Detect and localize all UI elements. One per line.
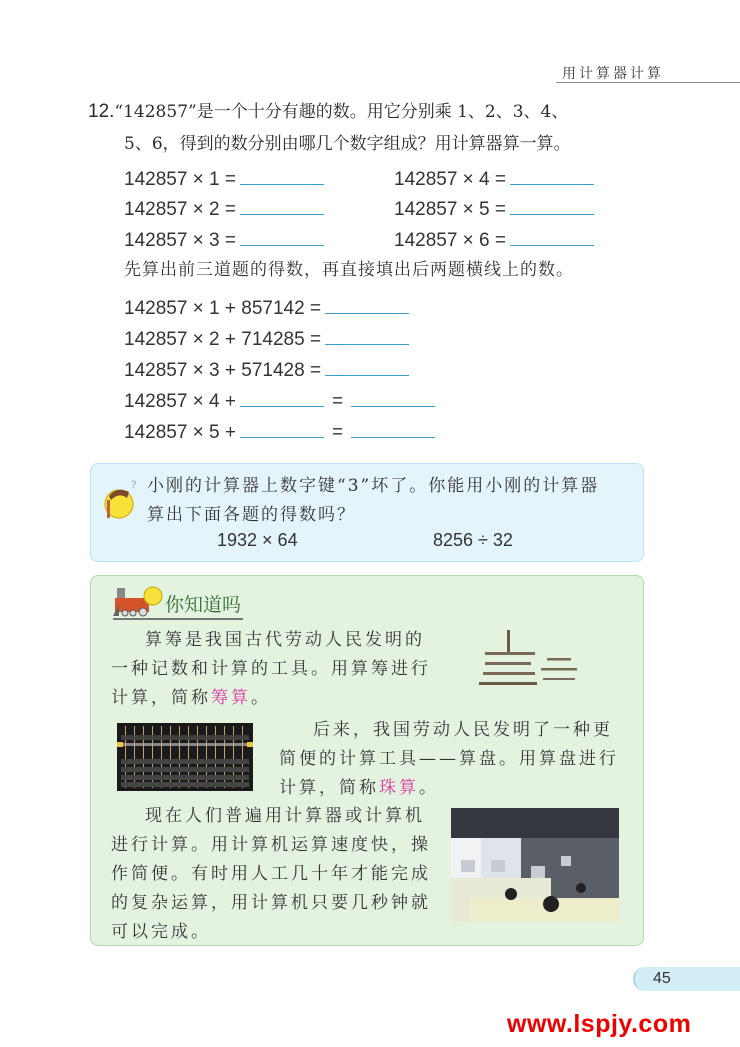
text-line: 后来，我国劳动人民发明了一种更: [313, 720, 613, 740]
equation-row: [124, 194, 324, 222]
text-punct: 。: [419, 778, 439, 798]
answer-blank[interactable]: [510, 164, 594, 185]
equation-text: 142857 × 3 + 571428 =: [124, 360, 322, 381]
question-number: 12.: [88, 101, 115, 122]
sum-row: [124, 355, 409, 383]
answer-blank[interactable]: [240, 194, 324, 215]
watermark: www.lspjy.com: [507, 1010, 692, 1038]
equation-row: [394, 225, 594, 253]
answer-blank[interactable]: [510, 194, 594, 215]
text-line: 一种记数和计算的工具。用算筹进行: [111, 659, 431, 679]
equation-text: 142857 × 2 + 714285 =: [124, 329, 322, 350]
addend-blank[interactable]: [240, 386, 324, 407]
equation-text: 142857 × 5 +: [124, 422, 236, 443]
sum-row: [124, 324, 409, 352]
tip-box: [90, 463, 644, 562]
paragraph-abacus: [279, 716, 629, 803]
paragraph-computers: [111, 802, 451, 947]
question-12: [88, 96, 658, 160]
chapter-title: 用计算器计算: [562, 66, 664, 82]
equation-row: [394, 164, 594, 192]
highlight-term: 珠算: [379, 778, 419, 798]
equation-row: [124, 225, 324, 253]
train-mascot-icon: [113, 584, 165, 618]
highlight-term: 筹算: [211, 688, 251, 708]
answer-blank[interactable]: [240, 225, 324, 246]
answer-blank[interactable]: [325, 324, 409, 345]
text-line: 现在人们普遍用计算器或计算机: [145, 806, 425, 826]
abacus-image: [117, 723, 253, 791]
page-header: [556, 62, 740, 83]
chick-mascot-icon: [101, 478, 137, 520]
page-number: 45: [653, 970, 671, 987]
equation-text: 142857 × 4 +: [124, 391, 236, 412]
tip-line-2: 算出下面各题的得数吗？: [147, 505, 356, 525]
computer-room-image: [451, 808, 619, 922]
equation-text: 142857 × 5 =: [394, 199, 506, 220]
equation-text: 142857 × 3 =: [124, 230, 236, 251]
sum-row: [124, 293, 409, 321]
text-line: 作简便。有时用人工几十年才能完成: [111, 864, 431, 884]
text-punct: 。: [251, 688, 271, 708]
svg-text:?: ?: [131, 480, 137, 491]
answer-blank[interactable]: [351, 386, 435, 407]
equation-row: [124, 164, 324, 192]
answer-blank[interactable]: [510, 225, 594, 246]
question-line-2: 5、6，得到的数分别由哪几个数字组成？用计算器算一算。: [124, 134, 571, 154]
did-you-know-title: 你知道吗: [165, 594, 242, 616]
page-number-tab: [633, 967, 740, 991]
question-line-1: “142857”是一个十分有趣的数。用它分别乘 1、2、3、4、: [114, 102, 569, 122]
text-line: 简便的计算工具——算盘。用算盘进行: [279, 749, 619, 769]
text-line: 的复杂运算，用计算机只要几秒钟就: [111, 893, 431, 913]
equation-text: 142857 × 1 =: [124, 169, 236, 190]
sum-row: [124, 386, 435, 414]
equation-text: 142857 × 4 =: [394, 169, 506, 190]
text-line: 计算，简称: [111, 688, 211, 708]
equation-text: 142857 × 1 + 857142 =: [124, 298, 322, 319]
text-line: 计算，简称: [279, 778, 379, 798]
did-you-know-box: [90, 575, 644, 946]
text-line: 算筹是我国古代劳动人民发明的: [145, 630, 425, 650]
equation-text: 142857 × 2 =: [124, 199, 236, 220]
tip-expression-1: 1932 × 64: [217, 530, 298, 550]
text-line: 可以完成。: [111, 922, 211, 942]
equals-sign: =: [332, 391, 344, 412]
equals-sign: =: [332, 422, 344, 443]
equation-row: [394, 194, 594, 222]
instruction-text: 先算出前三道题的得数，再直接填出后两题横线上的数。: [124, 260, 574, 280]
addend-blank[interactable]: [240, 417, 324, 438]
tip-text: [147, 472, 637, 530]
equation-text: 142857 × 6 =: [394, 230, 506, 251]
text-line: 进行计算。用计算机运算速度快，操: [111, 835, 431, 855]
tip-line-1: 小刚的计算器上数字键“3”坏了。你能用小刚的计算器: [147, 476, 600, 496]
paragraph-rod-numerals: [111, 626, 451, 713]
answer-blank[interactable]: [351, 417, 435, 438]
did-you-know-header: [113, 584, 243, 620]
sum-row: [124, 417, 435, 445]
tip-expression-2: 8256 ÷ 32: [433, 530, 513, 550]
answer-blank[interactable]: [325, 355, 409, 376]
counting-rods-image: [477, 626, 587, 690]
answer-blank[interactable]: [240, 164, 324, 185]
answer-blank[interactable]: [325, 293, 409, 314]
